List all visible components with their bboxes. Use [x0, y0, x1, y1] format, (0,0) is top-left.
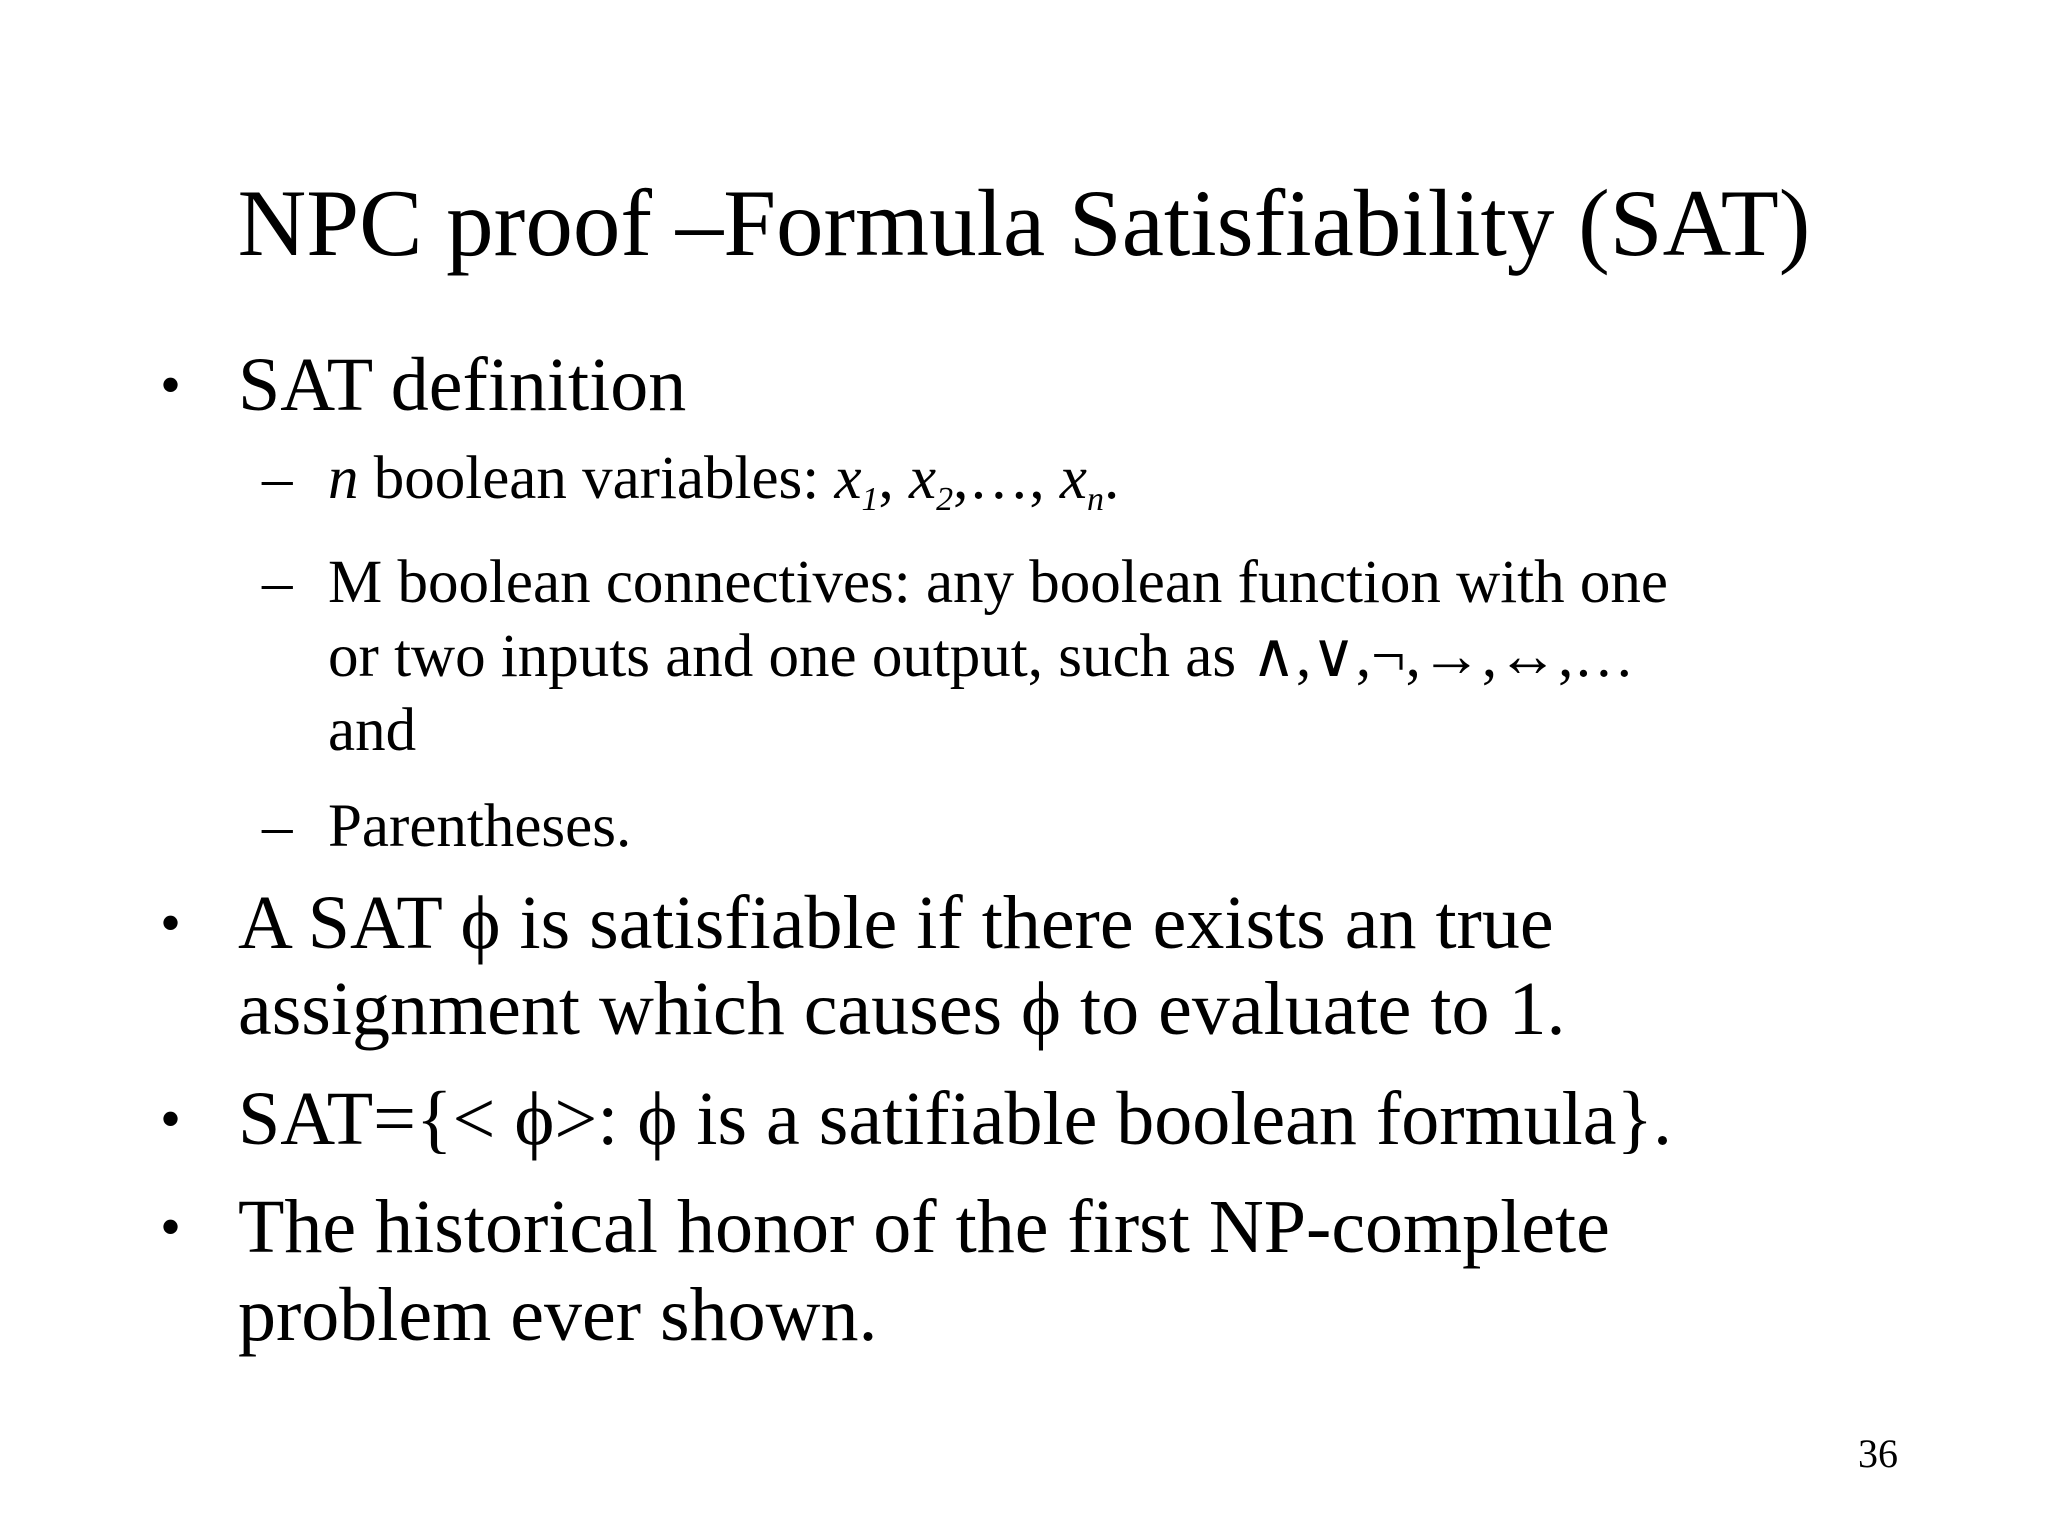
bullet-marker: •	[160, 352, 182, 418]
sub-bullet-dash: –	[262, 549, 293, 616]
bullet-marker: •	[160, 890, 182, 956]
var-xn: x	[1059, 445, 1087, 512]
bullet-marker: •	[160, 1194, 182, 1260]
var-x2: x	[909, 445, 937, 512]
sub-bullet-connectives-line3: and	[328, 697, 417, 764]
var-n: n	[328, 445, 359, 512]
sub-bullet-parentheses: Parentheses.	[328, 793, 632, 860]
sub-bullet-variables	[328, 444, 1119, 535]
variables-text: boolean variables:	[358, 445, 835, 512]
ellipsis: ,…,	[953, 445, 1060, 512]
bullet-historical-line1: The historical honor of the first NP-complete	[238, 1185, 1610, 1269]
slide-title: NPC proof –Formula Satisfiability (SAT)	[237, 170, 1811, 276]
bullet-sat-set: SAT={< ϕ>: ϕ is a satifiable boolean formula}.	[238, 1077, 1672, 1161]
subscript-n: n	[1086, 481, 1104, 518]
sub-bullet-dash: –	[262, 445, 293, 512]
sub-bullet-dash: –	[262, 793, 293, 860]
sub-bullet-connectives-line2: or two inputs and one output, such as ∧,∨,¬,→,↔,…	[328, 623, 1635, 690]
period: .	[1103, 445, 1120, 512]
page-number: 36	[1858, 1431, 1898, 1476]
subscript-1: 1	[861, 481, 879, 518]
subscript-2: 2	[936, 481, 954, 518]
bullet-marker: •	[160, 1086, 182, 1152]
var-x1: x	[834, 445, 862, 512]
bullet-sat-definition: SAT definition	[238, 343, 687, 427]
separator: ,	[878, 445, 910, 512]
bullet-satisfiable-line1: A SAT ϕ is satisfiable if there exists an true	[238, 881, 1554, 965]
sub-bullet-connectives-line1: M boolean connectives: any boolean function with one	[328, 549, 1668, 616]
bullet-historical-line2: problem ever shown.	[238, 1273, 878, 1357]
bullet-satisfiable-line2: assignment which causes ϕ to evaluate to 1.	[238, 967, 1566, 1051]
